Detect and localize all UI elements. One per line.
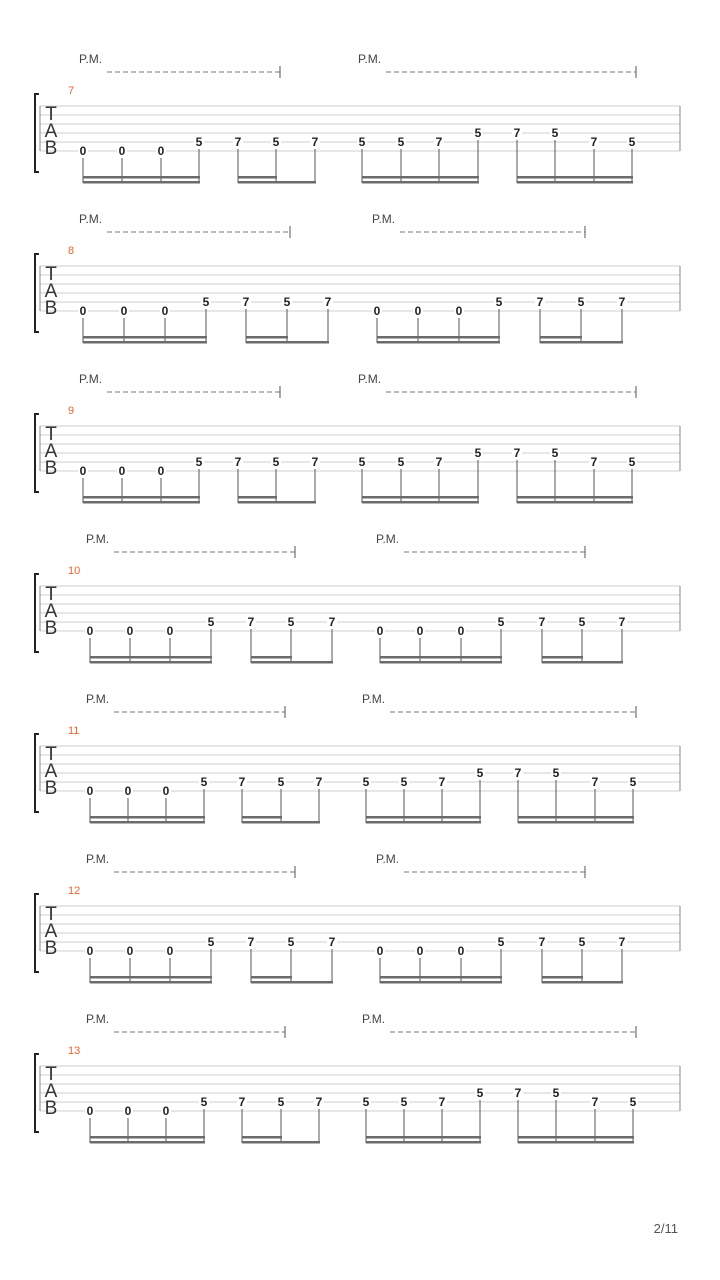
- beam-secondary-partial: [242, 816, 282, 819]
- beam-secondary-partial: [542, 656, 583, 659]
- fret-number: 0: [416, 624, 424, 638]
- fret-number: 7: [590, 135, 598, 149]
- fret-number: 5: [277, 1095, 285, 1109]
- fret-number: 5: [287, 935, 295, 949]
- tab-system: [35, 692, 680, 824]
- measure-number: 8: [68, 245, 75, 257]
- tab-clef-letter: A: [44, 921, 58, 942]
- tab-clef-letter: B: [44, 938, 58, 959]
- beam-primary: [251, 981, 333, 984]
- beam-primary: [238, 501, 316, 504]
- fret-number: 0: [124, 1104, 132, 1118]
- fret-number: 0: [161, 304, 169, 318]
- fret-number: 7: [514, 1086, 522, 1100]
- fret-number: 7: [514, 766, 522, 780]
- fret-number: 7: [328, 935, 336, 949]
- beam-secondary-partial: [251, 976, 292, 979]
- beam-secondary-partial: [238, 496, 277, 499]
- fret-number: 0: [166, 624, 174, 638]
- palm-mute-label: P.M.: [358, 372, 382, 386]
- tab-clef-letter: B: [44, 618, 58, 639]
- fret-number: 0: [157, 464, 165, 478]
- palm-mute-label: P.M.: [376, 532, 400, 546]
- fret-number: 7: [513, 126, 521, 140]
- beam-primary: [540, 341, 623, 344]
- palm-mute-label: P.M.: [358, 52, 382, 66]
- tab-clef-letter: T: [45, 1064, 57, 1085]
- beam-secondary: [518, 1136, 634, 1139]
- tab-clef-letter: A: [44, 121, 58, 142]
- fret-number: 7: [234, 135, 242, 149]
- tab-clef-letter: A: [44, 761, 58, 782]
- fret-number: 7: [324, 295, 332, 309]
- fret-number: 5: [476, 1086, 484, 1100]
- fret-number: 5: [551, 446, 559, 460]
- measure-number: 10: [68, 565, 81, 577]
- tab-clef-letter: T: [45, 264, 57, 285]
- beam-secondary: [90, 656, 212, 659]
- fret-number: 0: [162, 1104, 170, 1118]
- fret-number: 7: [234, 455, 242, 469]
- fret-number: 7: [435, 455, 443, 469]
- fret-number: 0: [457, 944, 465, 958]
- beam-primary: [380, 981, 502, 984]
- measure-number: 9: [68, 405, 75, 417]
- fret-number: 7: [435, 135, 443, 149]
- fret-number: 5: [628, 455, 636, 469]
- beam-primary: [246, 341, 329, 344]
- beam-primary: [366, 1141, 481, 1144]
- fret-number: 5: [400, 775, 408, 789]
- beam-primary: [542, 661, 623, 664]
- tab-system: [35, 372, 680, 504]
- fret-number: 0: [166, 944, 174, 958]
- beam-secondary: [377, 336, 500, 339]
- fret-number: 5: [272, 135, 280, 149]
- beam-primary: [242, 821, 320, 824]
- fret-number: 7: [618, 935, 626, 949]
- fret-number: 5: [497, 935, 505, 949]
- fret-number: 5: [497, 615, 505, 629]
- system-bracket: [35, 894, 39, 972]
- beam-primary: [90, 981, 212, 984]
- beam-primary: [380, 661, 502, 664]
- beam-primary: [83, 341, 207, 344]
- beam-secondary-partial: [251, 656, 292, 659]
- fret-number: 5: [200, 775, 208, 789]
- fret-number: 7: [247, 615, 255, 629]
- tab-clef-letter: T: [45, 744, 57, 765]
- measure-number: 7: [68, 85, 75, 97]
- system-bracket: [35, 414, 39, 492]
- beam-secondary: [517, 176, 633, 179]
- fret-number: 0: [86, 624, 94, 638]
- beam-secondary: [366, 816, 481, 819]
- beam-secondary-partial: [242, 1136, 282, 1139]
- beam-primary: [90, 661, 212, 664]
- system-bracket: [35, 574, 39, 652]
- fret-number: 7: [438, 775, 446, 789]
- fret-number: 0: [86, 944, 94, 958]
- fret-number: 7: [590, 455, 598, 469]
- fret-number: 7: [591, 775, 599, 789]
- beam-secondary-partial: [540, 336, 582, 339]
- tab-clef-letter: B: [44, 778, 58, 799]
- fret-number: 7: [315, 775, 323, 789]
- fret-number: 5: [552, 1086, 560, 1100]
- fret-number: 0: [455, 304, 463, 318]
- tab-clef-letter: B: [44, 298, 58, 319]
- palm-mute-label: P.M.: [362, 692, 386, 706]
- beam-primary: [238, 181, 316, 184]
- beam-primary: [366, 821, 481, 824]
- palm-mute-label: P.M.: [86, 1012, 110, 1026]
- tab-system: [35, 212, 680, 344]
- beam-secondary: [517, 496, 633, 499]
- fret-number: 7: [438, 1095, 446, 1109]
- fret-number: 7: [618, 295, 626, 309]
- fret-number: 5: [207, 935, 215, 949]
- beam-primary: [377, 341, 500, 344]
- palm-mute-label: P.M.: [372, 212, 396, 226]
- fret-number: 0: [124, 784, 132, 798]
- fret-number: 5: [358, 135, 366, 149]
- beam-secondary: [90, 816, 205, 819]
- fret-number: 7: [238, 1095, 246, 1109]
- tab-clef-letter: A: [44, 281, 58, 302]
- beam-primary: [242, 1141, 320, 1144]
- fret-number: 7: [238, 775, 246, 789]
- fret-number: 5: [397, 135, 405, 149]
- tab-clef-letter: A: [44, 441, 58, 462]
- beam-primary: [83, 501, 200, 504]
- fret-number: 5: [578, 615, 586, 629]
- tab-system: [35, 1012, 680, 1144]
- fret-number: 5: [195, 455, 203, 469]
- beam-primary: [542, 981, 623, 984]
- palm-mute-label: P.M.: [376, 852, 400, 866]
- beam-secondary-partial: [238, 176, 277, 179]
- fret-number: 7: [242, 295, 250, 309]
- fret-number: 5: [551, 126, 559, 140]
- beam-primary: [90, 821, 205, 824]
- fret-number: 5: [400, 1095, 408, 1109]
- fret-number: 0: [457, 624, 465, 638]
- fret-number: 7: [538, 935, 546, 949]
- tab-clef-letter: A: [44, 601, 58, 622]
- tab-clef-letter: B: [44, 1098, 58, 1119]
- fret-number: 5: [200, 1095, 208, 1109]
- fret-number: 7: [328, 615, 336, 629]
- fret-number: 0: [79, 304, 87, 318]
- palm-mute-label: P.M.: [79, 52, 103, 66]
- fret-number: 0: [126, 624, 134, 638]
- fret-number: 5: [287, 615, 295, 629]
- fret-number: 0: [118, 144, 126, 158]
- beam-secondary: [83, 176, 200, 179]
- beam-secondary-partial: [246, 336, 288, 339]
- fret-number: 0: [126, 944, 134, 958]
- fret-number: 5: [358, 455, 366, 469]
- beam-primary: [518, 821, 634, 824]
- fret-number: 5: [474, 126, 482, 140]
- tab-system: [35, 532, 680, 664]
- fret-number: 5: [476, 766, 484, 780]
- fret-number: 5: [629, 775, 637, 789]
- beam-primary: [90, 1141, 205, 1144]
- beam-secondary: [90, 1136, 205, 1139]
- fret-number: 0: [414, 304, 422, 318]
- fret-number: 7: [591, 1095, 599, 1109]
- palm-mute-label: P.M.: [86, 852, 110, 866]
- fret-number: 0: [416, 944, 424, 958]
- fret-number: 7: [315, 1095, 323, 1109]
- measure-number: 12: [68, 885, 81, 897]
- fret-number: 0: [373, 304, 381, 318]
- beam-secondary: [362, 176, 479, 179]
- tab-clef-letter: B: [44, 458, 58, 479]
- beam-primary: [251, 661, 333, 664]
- fret-number: 0: [86, 784, 94, 798]
- fret-number: 5: [195, 135, 203, 149]
- fret-number: 0: [376, 624, 384, 638]
- fret-number: 5: [283, 295, 291, 309]
- fret-number: 7: [311, 455, 319, 469]
- system-bracket: [35, 254, 39, 332]
- system-bracket: [35, 94, 39, 172]
- tab-system: [35, 52, 680, 184]
- fret-number: 5: [629, 1095, 637, 1109]
- measure-number: 13: [68, 1045, 81, 1057]
- fret-number: 0: [376, 944, 384, 958]
- beam-secondary: [380, 976, 502, 979]
- fret-number: 5: [474, 446, 482, 460]
- tab-clef-letter: B: [44, 138, 58, 159]
- measure-number: 11: [68, 725, 80, 737]
- fret-number: 5: [272, 455, 280, 469]
- palm-mute-label: P.M.: [362, 1012, 386, 1026]
- fret-number: 5: [277, 775, 285, 789]
- fret-number: 5: [578, 935, 586, 949]
- fret-number: 5: [628, 135, 636, 149]
- beam-secondary: [83, 336, 207, 339]
- fret-number: 0: [120, 304, 128, 318]
- fret-number: 5: [495, 295, 503, 309]
- fret-number: 0: [86, 1104, 94, 1118]
- palm-mute-label: P.M.: [79, 212, 103, 226]
- fret-number: 0: [157, 144, 165, 158]
- tab-clef-letter: T: [45, 584, 57, 605]
- fret-number: 5: [362, 775, 370, 789]
- system-bracket: [35, 734, 39, 812]
- beam-secondary: [83, 496, 200, 499]
- beam-secondary: [90, 976, 212, 979]
- tab-clef-letter: T: [45, 904, 57, 925]
- beam-primary: [362, 501, 479, 504]
- fret-number: 0: [79, 464, 87, 478]
- beam-secondary: [366, 1136, 481, 1139]
- fret-number: 7: [618, 615, 626, 629]
- palm-mute-label: P.M.: [86, 692, 110, 706]
- beam-secondary: [362, 496, 479, 499]
- page-number: 2/11: [653, 1221, 678, 1236]
- fret-number: 5: [362, 1095, 370, 1109]
- beam-primary: [518, 1141, 634, 1144]
- fret-number: 7: [538, 615, 546, 629]
- fret-number: 7: [536, 295, 544, 309]
- beam-primary: [83, 181, 200, 184]
- beam-secondary: [518, 816, 634, 819]
- fret-number: 0: [162, 784, 170, 798]
- fret-number: 5: [552, 766, 560, 780]
- beam-secondary: [380, 656, 502, 659]
- fret-number: 5: [577, 295, 585, 309]
- fret-number: 7: [513, 446, 521, 460]
- fret-number: 7: [311, 135, 319, 149]
- tab-clef-letter: A: [44, 1081, 58, 1102]
- tab-clef-letter: T: [45, 424, 57, 445]
- fret-number: 5: [202, 295, 210, 309]
- fret-number: 0: [118, 464, 126, 478]
- fret-number: 5: [207, 615, 215, 629]
- fret-number: 0: [79, 144, 87, 158]
- palm-mute-label: P.M.: [79, 372, 103, 386]
- system-bracket: [35, 1054, 39, 1132]
- beam-primary: [362, 181, 479, 184]
- palm-mute-label: P.M.: [86, 532, 110, 546]
- tab-system: [35, 852, 680, 984]
- beam-primary: [517, 501, 633, 504]
- fret-number: 5: [397, 455, 405, 469]
- tab-clef-letter: T: [45, 104, 57, 125]
- beam-primary: [517, 181, 633, 184]
- fret-number: 7: [247, 935, 255, 949]
- beam-secondary-partial: [542, 976, 583, 979]
